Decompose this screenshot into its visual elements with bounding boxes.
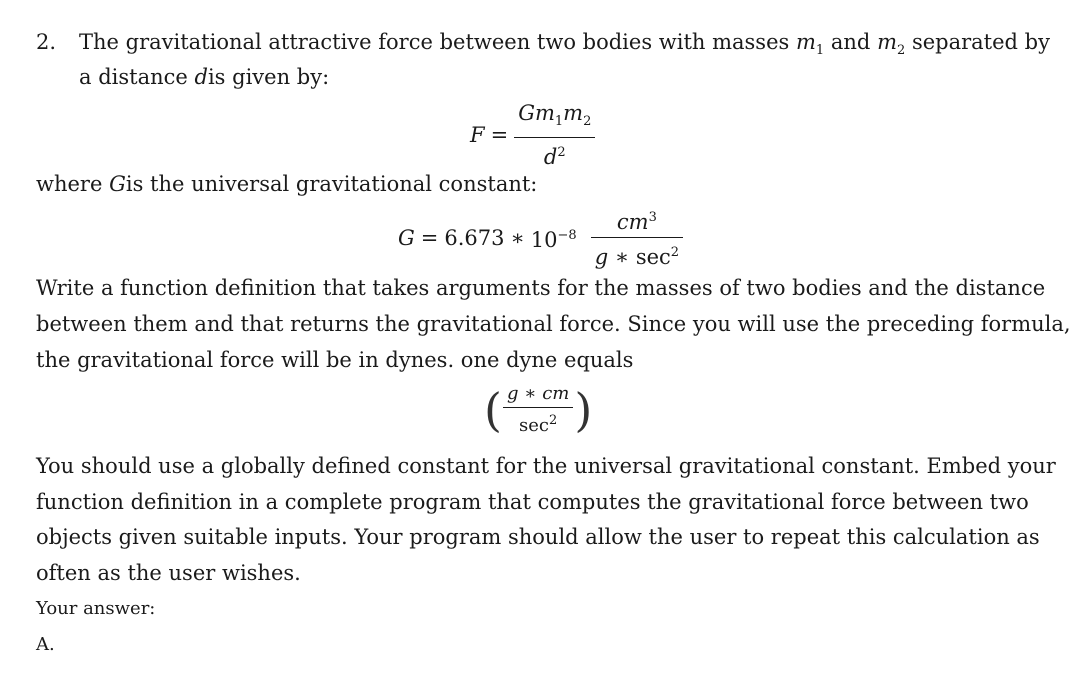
separated-text: separated by: [911, 30, 1050, 54]
and-text: and: [830, 30, 871, 54]
given-by-text: is given by:: [207, 65, 330, 89]
paragraph3-line4: often as the user wishes.: [36, 561, 301, 585]
force-numerator: $Gm_1m_2$: [518, 101, 592, 130]
g-value: 6.673: [444, 225, 505, 250]
where-text: where: [36, 172, 103, 196]
g-times-sign: ∗: [510, 225, 525, 250]
dyne-formula: [484, 383, 592, 437]
force-fraction: [514, 100, 595, 170]
where-line: [36, 170, 537, 198]
dyne-fraction: [503, 383, 573, 437]
fraction-bar: [514, 137, 595, 138]
mass2-symbol: $m_2$: [877, 30, 906, 59]
question-intro-line2: [79, 63, 329, 91]
g-power: $10^{-8}$: [530, 227, 577, 252]
g-equals-sign: =: [420, 225, 439, 250]
question-intro-line1: [79, 28, 1050, 65]
paragraph2-line1: Write a function definition that takes arguments for the masses of two bodies and the distance: [36, 276, 1046, 300]
answer-option-a[interactable]: A.: [36, 634, 55, 655]
g-fraction-bar: [591, 237, 683, 238]
g-units-numerator: $cm^3$: [616, 210, 657, 234]
force-symbol: F: [470, 123, 485, 148]
dyne-numerator: g ∗ cm: [506, 383, 570, 404]
left-paren: (: [484, 383, 502, 438]
answer-label: Your answer:: [36, 598, 156, 619]
paragraph2-line2: between them and that returns the gravitational force. Since you will use the preceding formula,: [36, 312, 1071, 336]
equals-sign: =: [490, 123, 509, 148]
g-constant-formula: [398, 205, 683, 270]
constant-description: is the universal gravitational constant:: [125, 172, 538, 196]
paragraph3-line3: objects given suitable inputs. Your program should allow the user to repeat this calculation as: [36, 525, 1040, 549]
paragraph2-line3: the gravitational force will be in dynes. one dyne equals: [36, 348, 634, 372]
mass1-symbol: $m_1$: [795, 30, 825, 59]
dyne-denominator: $\sec^2$: [519, 413, 558, 437]
right-paren: ): [574, 383, 593, 438]
paragraph3-line2: function definition in a complete program that computes the gravitational force between two: [36, 490, 1029, 514]
dyne-fraction-bar: [503, 407, 573, 408]
distance-symbol: d: [194, 65, 208, 89]
intro-text: The gravitational attractive force between two bodies with masses: [79, 30, 790, 54]
force-denominator: $d^2$: [543, 145, 566, 170]
g-units-denominator: g ∗ $\sec^2$: [594, 245, 680, 270]
question-number: 2.: [36, 30, 57, 54]
paragraph3-line1: You should use a globally defined constant for the universal gravitational constant. Embed your: [36, 454, 1056, 478]
force-formula: [470, 100, 595, 170]
g-symbol: G: [398, 225, 415, 250]
g-units-fraction: [591, 205, 683, 270]
distance-text: a distance: [79, 65, 188, 89]
g-constant-symbol: G: [109, 172, 126, 196]
